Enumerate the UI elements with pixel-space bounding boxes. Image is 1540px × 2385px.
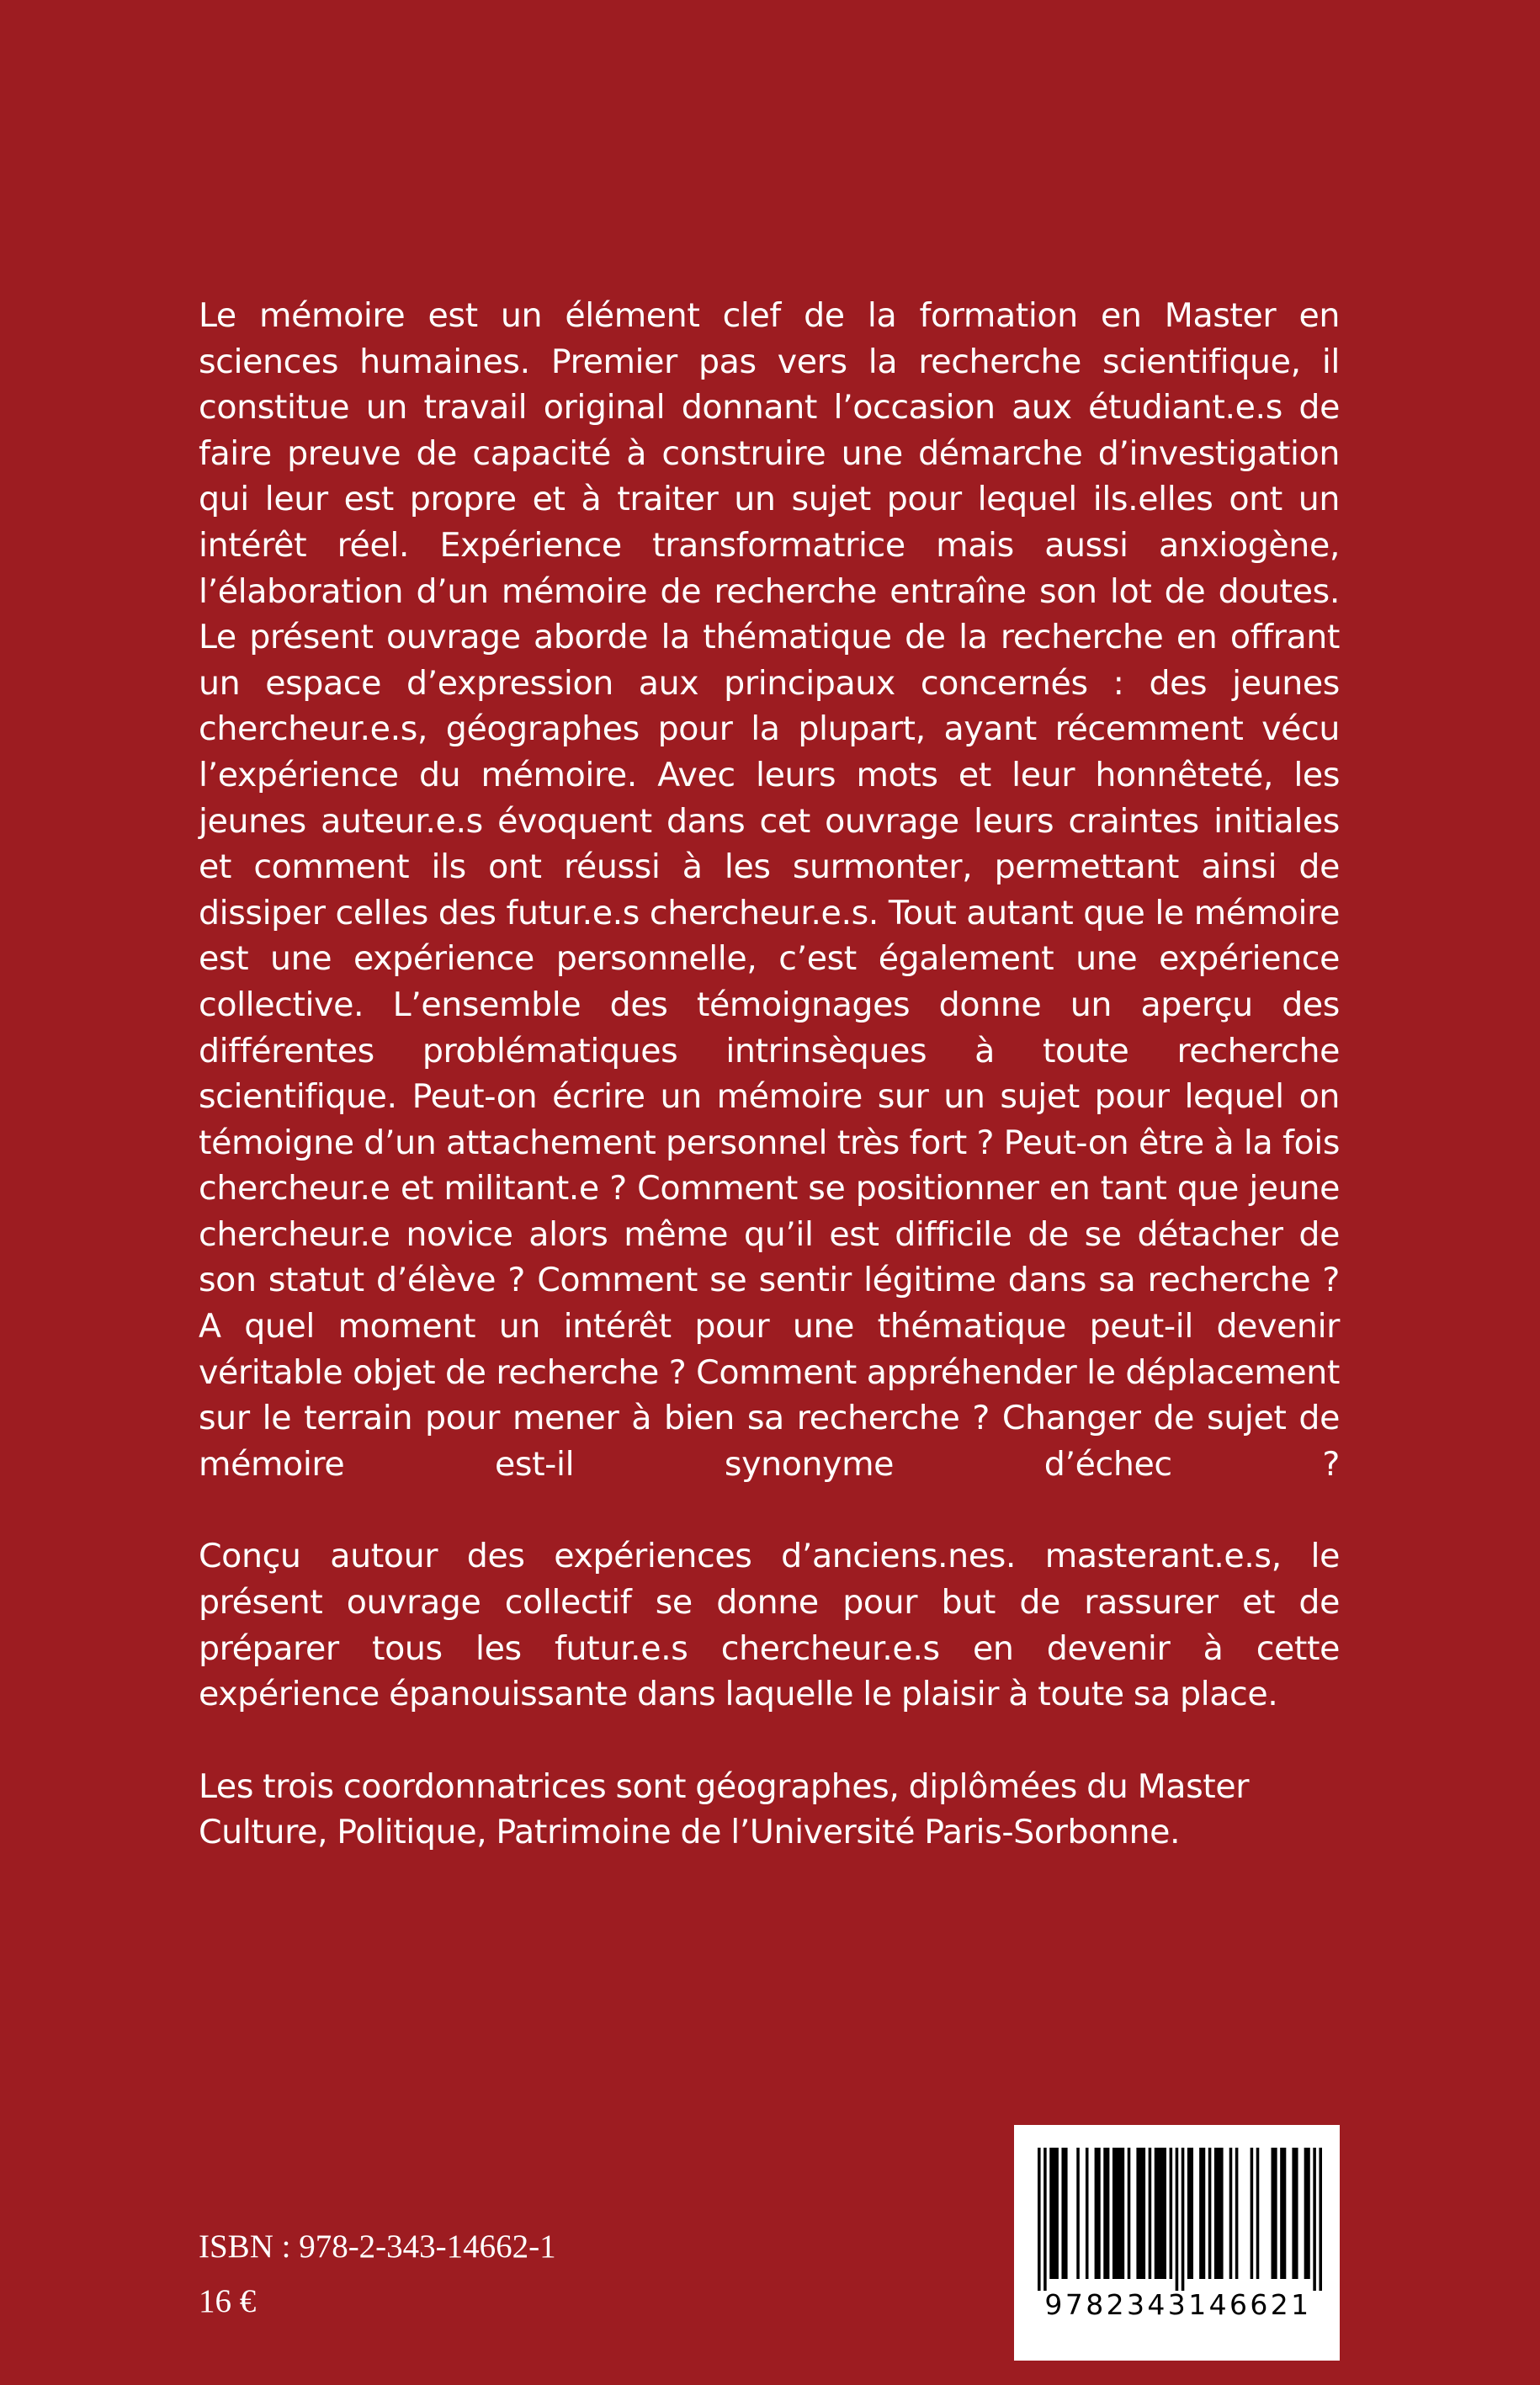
blurb-text [199, 293, 1340, 1856]
barcode-bar-19 [1214, 2148, 1224, 2279]
barcode-bar-17 [1199, 2148, 1205, 2279]
barcode-bar-12 [1155, 2148, 1166, 2279]
barcode [1014, 2125, 1340, 2361]
barcode-bar-26 [1292, 2148, 1298, 2279]
blurb-paragraph-3: Les trois coordonnatrices sont géographes, diplômées du Master Culture, Politique, Patrimoine de l’Université Paris-Sorbonne. [199, 1766, 1250, 1852]
isbn-label: ISBN : 978-2-343-14662-1 [199, 2228, 556, 2265]
barcode-bar-6 [1095, 2148, 1101, 2279]
barcode-bar-0 [1038, 2148, 1041, 2291]
barcode-bar-2 [1049, 2148, 1059, 2279]
barcode-bar-9 [1128, 2148, 1131, 2279]
barcode-bar-4 [1076, 2148, 1080, 2279]
barcode-bar-11 [1149, 2148, 1152, 2279]
barcode-bar-22 [1251, 2148, 1254, 2279]
barcode-bar-20 [1229, 2148, 1233, 2279]
barcode-bars [1038, 2148, 1322, 2291]
barcode-bar-18 [1208, 2148, 1212, 2279]
barcode-bar-3 [1061, 2148, 1067, 2279]
barcode-bar-7 [1103, 2148, 1109, 2279]
barcode-bar-1 [1043, 2148, 1047, 2291]
barcode-bar-14 [1176, 2148, 1179, 2291]
barcode-bar-13 [1170, 2148, 1173, 2279]
barcode-digits: 9782343146621 [1044, 2288, 1312, 2321]
barcode-bar-16 [1187, 2148, 1193, 2279]
barcode-bar-10 [1136, 2148, 1145, 2279]
barcode-bar-25 [1280, 2148, 1286, 2279]
barcode-bar-24 [1272, 2148, 1277, 2279]
blurb-paragraph-1: Le mémoire est un élément clef de la formation en Master en sciences humaines. Premier pas vers la recherche scientifique, il constitue un travail original donnant l’occasion aux étudiant.e.s de faire preuve de capacité à construire une démarche d’investigation qui leur est propre et à traiter un sujet pour lequel ils.elles ont un intérêt réel. Expérience transformatrice mais aussi anxiogène, l’élaboration d’un mémoire de recherche entraîne son lot de doutes. Le présent ouvrage aborde la thématique de la recherche en offrant un espace d’expression aux principaux concernés : des jeunes chercheur.e.s, géographes pour la plupart, ayant récemment vécu l’expérience du mémoire. Avec leurs mots et leur honnêteté, les jeunes auteur.e.s évoquent dans cet ouvrage leurs craintes initiales et comment ils ont réussi à les surmonter, permettant ainsi de dissiper celles des futur.e.s chercheur.e.s. Tout autant que le mémoire est une expérience personnelle, c’est également une expérience collective. L’ensemble des témoignages donne un aperçu des différentes problématiques intrinsèques à toute recherche scientifique. Peut-on écrire un mémoire sur un sujet pour lequel on témoigne d’un attachement personnel très fort ? Peut-on être à la fois chercheur.e et militant.e ? Comment se positionner en tant que jeune chercheur.e novice alors même qu’il est difficile de se détacher de son statut d’élève ? Comment se sentir légitime dans sa recherche ? A quel moment un intérêt pour une thématique peut-il devenir véritable objet de recherche ? Comment appréhender le déplacement sur le terrain pour mener à bien sa recherche ? Changer de sujet de mémoire est-il synonyme d’échec ? [199, 296, 1340, 1484]
barcode-bar-29 [1319, 2148, 1322, 2291]
price-label: 16 € [199, 2283, 257, 2319]
barcode-bar-8 [1113, 2148, 1124, 2279]
barcode-bar-27 [1304, 2148, 1310, 2279]
barcode-bar-15 [1182, 2148, 1185, 2291]
blurb-paragraph-2: Conçu autour des expériences d’anciens.nes. masterant.e.s, le présent ouvrage collectif se donne pour but de rassurer et de préparer tous les futur.e.s chercheur.e.s en devenir à cette expérience épanouissante dans laquelle le plaisir à toute sa place. [199, 1537, 1340, 1714]
barcode-bar-5 [1086, 2148, 1089, 2279]
barcode-bar-28 [1313, 2148, 1316, 2291]
barcode-bar-21 [1235, 2148, 1239, 2279]
barcode-bar-23 [1256, 2148, 1260, 2279]
